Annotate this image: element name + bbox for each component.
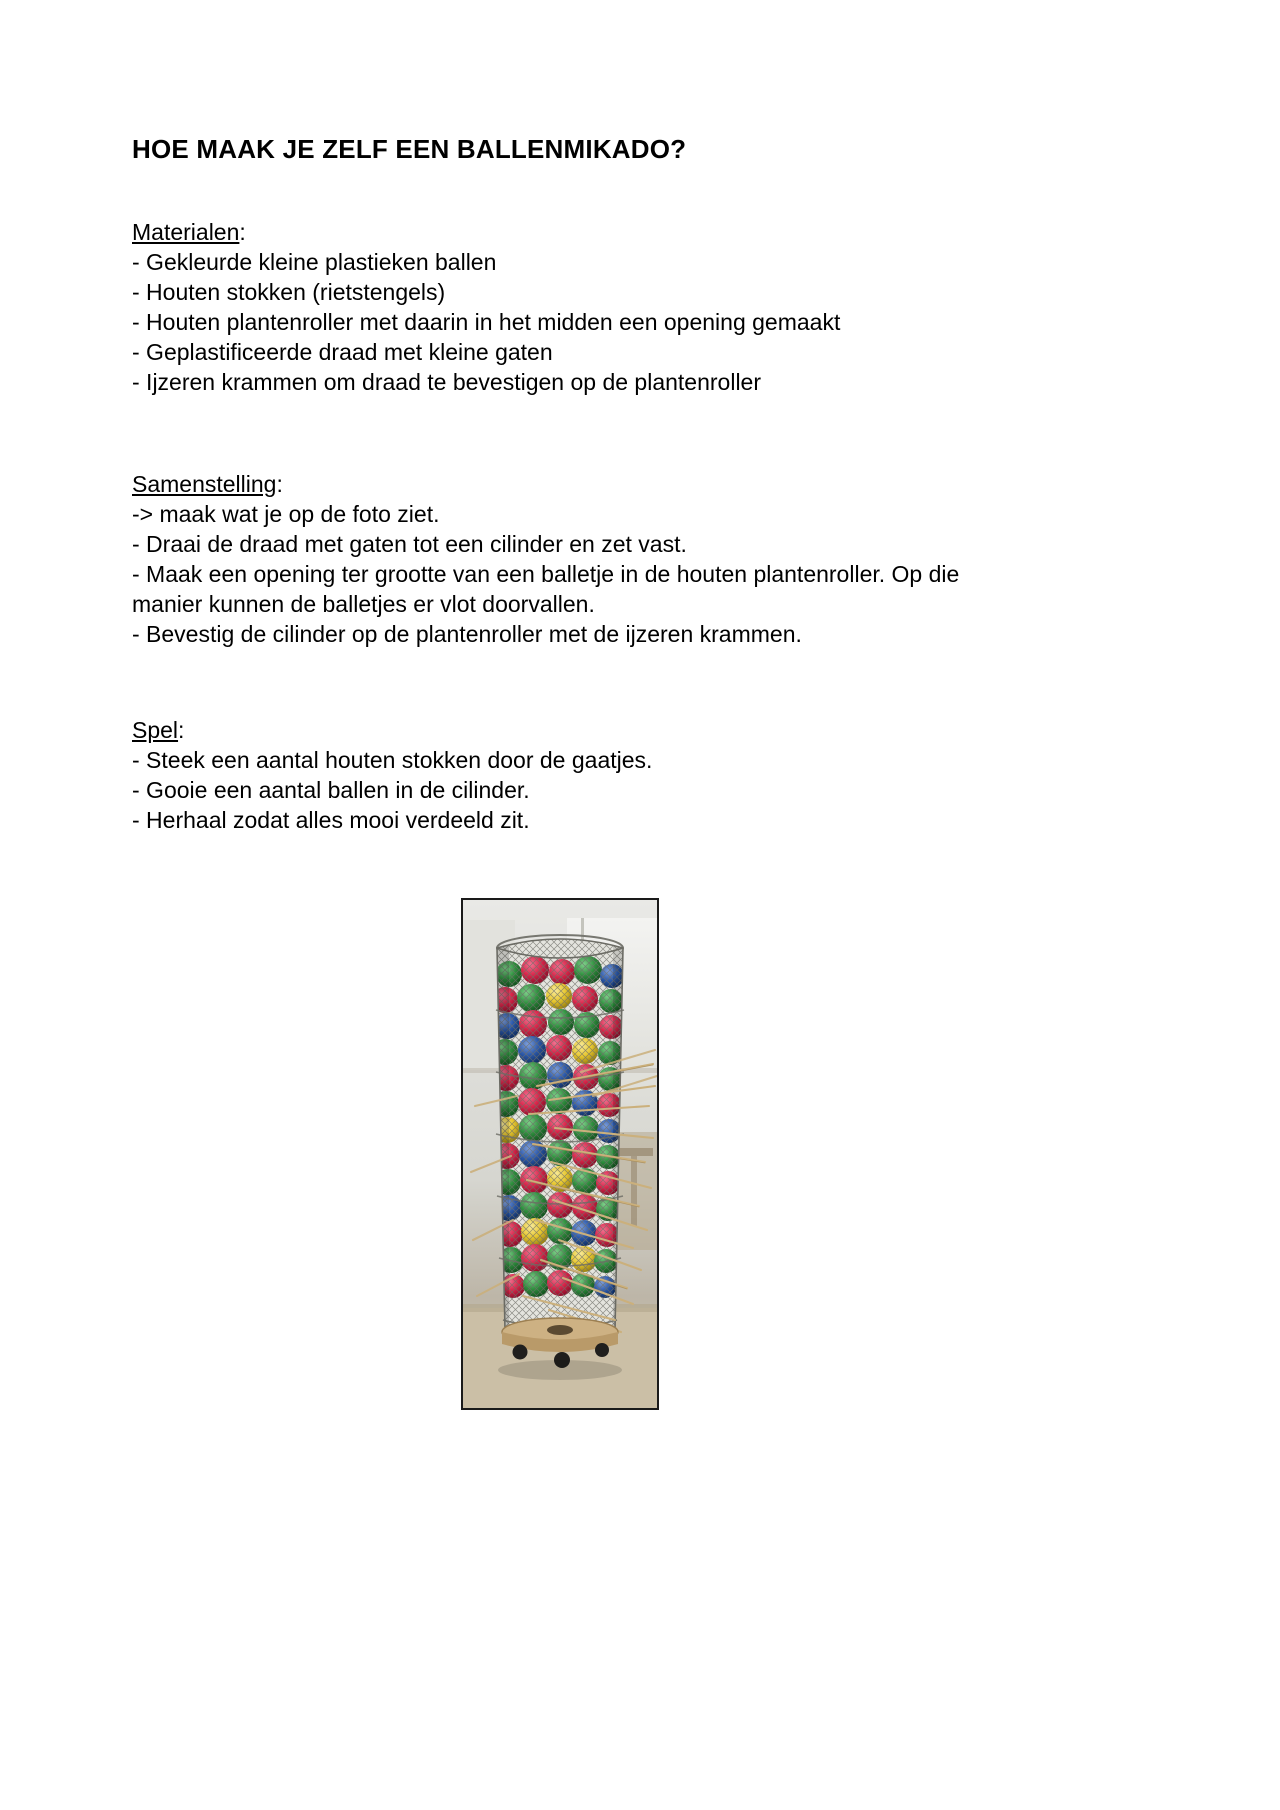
section-heading-materialen-colon: : — [239, 219, 246, 246]
section-samenstelling — [132, 469, 1004, 649]
list-item: - Houten stokken (rietstengels) — [132, 279, 446, 306]
document-body — [132, 120, 1004, 835]
list-item: - Ijzeren krammen om draad te bevestigen op de plantenroller — [132, 369, 762, 396]
list-item: -> maak wat je op de foto ziet. — [132, 501, 440, 528]
list-item: - Gekleurde kleine plastieken ballen — [132, 249, 497, 276]
spacer — [132, 649, 1004, 715]
page-title: HOE MAAK JE ZELF EEN BALLENMIKADO? — [132, 134, 687, 164]
list-item: - Bevestig de cilinder op de plantenroller met de ijzeren krammen. — [132, 621, 802, 648]
list-item: - Geplastificeerde draad met kleine gaten — [132, 339, 553, 366]
section-heading-materialen-label: Materialen — [132, 219, 240, 246]
section-heading-materialen — [132, 217, 1004, 247]
plant-roller — [498, 1318, 622, 1380]
list-item: - Houten plantenroller met daarin in het midden een opening gemaakt — [132, 309, 841, 336]
section-heading-samenstelling-colon: : — [276, 471, 283, 498]
list-item: - Steek een aantal houten stokken door de gaatjes. — [132, 747, 653, 774]
section-heading-samenstelling-label: Samenstelling — [132, 471, 277, 498]
section-heading-samenstelling — [132, 469, 1004, 499]
photo-frame — [461, 898, 659, 1410]
section-heading-spel — [132, 715, 1004, 745]
list-item: - Herhaal zodat alles mooi verdeeld zit. — [132, 807, 530, 834]
ballenmikado-photo — [463, 900, 657, 1408]
section-heading-spel-label: Spel — [132, 717, 179, 744]
spacer — [132, 165, 1004, 217]
list-item: - Draai de draad met gaten tot een cilinder en zet vast. — [132, 531, 687, 558]
list-item: - Gooie een aantal ballen in de cilinder. — [132, 777, 530, 804]
photo-figure — [461, 898, 659, 1410]
section-heading-spel-colon: : — [178, 717, 185, 744]
section-materialen — [132, 217, 1004, 397]
spacer — [132, 397, 1004, 469]
section-spel — [132, 715, 1004, 835]
list-item: - Maak een opening ter grootte van een balletje in de houten plantenroller. Op die manier kunnen de balletjes er vlot doorvallen. — [132, 561, 960, 618]
